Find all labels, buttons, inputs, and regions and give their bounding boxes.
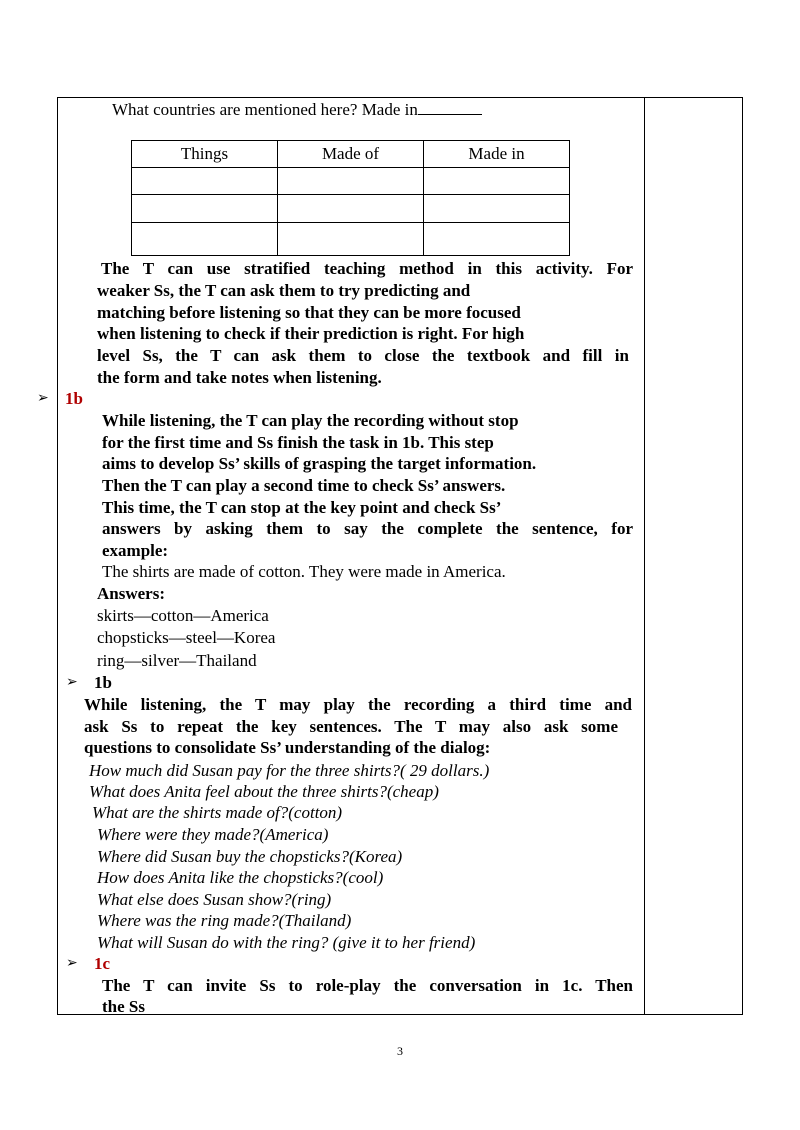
section-1b-line: This time, the T can stop at the key point and check Ss’ — [102, 498, 502, 517]
table-cell — [132, 223, 278, 256]
answer-item: chopsticks—steel—Korea — [97, 628, 276, 647]
table-cell — [424, 168, 570, 195]
stratified-line: when listening to check if their prediction is right. For high — [97, 324, 525, 343]
column-divider — [644, 97, 645, 1015]
section-label-1b: 1b — [94, 673, 112, 692]
arrow-bullet-icon: ➢ — [66, 674, 78, 690]
table-cell — [278, 168, 424, 195]
table-cell — [278, 223, 424, 256]
table-row — [132, 223, 570, 256]
section-1c-line: The T can invite Ss to role-play the conversation in 1c. Then — [102, 976, 633, 995]
question-item: What does Anita feel about the three shirts?(cheap) — [89, 782, 439, 801]
table-cell — [132, 168, 278, 195]
question-item: What are the shirts made of?(cotton) — [92, 803, 343, 822]
table-header: Things — [132, 141, 278, 168]
section-1b-line: aims to develop Ss’ skills of grasping the target information. — [102, 454, 537, 473]
table-row — [132, 168, 570, 195]
answer-item: ring—silver—Thailand — [97, 651, 257, 670]
section-1b-line: answers by asking them to say the complete the sentence, for — [102, 519, 633, 538]
section-1c-line: the Ss — [102, 997, 145, 1016]
table-cell — [132, 195, 278, 223]
question-item: What will Susan do with the ring? (give it to her friend) — [97, 933, 476, 952]
question-text: What countries are mentioned here? Made in — [112, 100, 418, 119]
table-cell — [278, 195, 424, 223]
section-1b-second-line: ask Ss to repeat the key sentences. The T may also ask some — [84, 717, 618, 736]
section-label-1b: 1b — [65, 389, 83, 408]
answers-label: Answers: — [97, 584, 165, 603]
table-cell — [424, 223, 570, 256]
section-label-1c: 1c — [94, 954, 111, 973]
section-1b-line: for the first time and Ss finish the task in 1b. This step — [102, 433, 494, 452]
answer-item: skirts—cotton—America — [97, 606, 269, 625]
question-item: What else does Susan show?(ring) — [97, 890, 332, 909]
arrow-bullet-icon: ➢ — [37, 390, 49, 406]
question-item: Where did Susan buy the chopsticks?(Korea) — [97, 847, 403, 866]
table-cell — [424, 195, 570, 223]
stratified-line: matching before listening so that they can be more focused — [97, 303, 521, 322]
table-row — [132, 195, 570, 223]
question-item: Where was the ring made?(Thailand) — [97, 911, 352, 930]
section-1b-second-line: questions to consolidate Ss’ understanding of the dialog: — [84, 738, 491, 757]
table-header: Made in — [424, 141, 570, 168]
example-sentence: The shirts are made of cotton. They were made in America. — [102, 562, 506, 581]
section-1b-line: example: — [102, 541, 169, 560]
stratified-line: level Ss, the T can ask them to close the textbook and fill in — [97, 346, 629, 365]
things-table — [131, 140, 570, 256]
stratified-line: the form and take notes when listening. — [97, 368, 382, 387]
page-number: 3 — [397, 1044, 403, 1058]
section-1b-line: While listening, the T can play the recording without stop — [102, 411, 519, 430]
answer-blank — [418, 99, 482, 115]
stratified-line: The T can use stratified teaching method in this activity. For — [101, 259, 633, 278]
question-line — [112, 99, 482, 120]
question-item: Where were they made?(America) — [97, 825, 329, 844]
section-1b-second-line: While listening, the T may play the recording a third time and — [84, 695, 632, 714]
question-item: How does Anita like the chopsticks?(cool) — [97, 868, 384, 887]
section-1b-line: Then the T can play a second time to check Ss’ answers. — [102, 476, 506, 495]
stratified-line: weaker Ss, the T can ask them to try predicting and — [97, 281, 471, 300]
table-header: Made of — [278, 141, 424, 168]
question-item: How much did Susan pay for the three shirts?( 29 dollars.) — [89, 761, 490, 780]
arrow-bullet-icon: ➢ — [66, 955, 78, 971]
table-header-row — [132, 141, 570, 168]
